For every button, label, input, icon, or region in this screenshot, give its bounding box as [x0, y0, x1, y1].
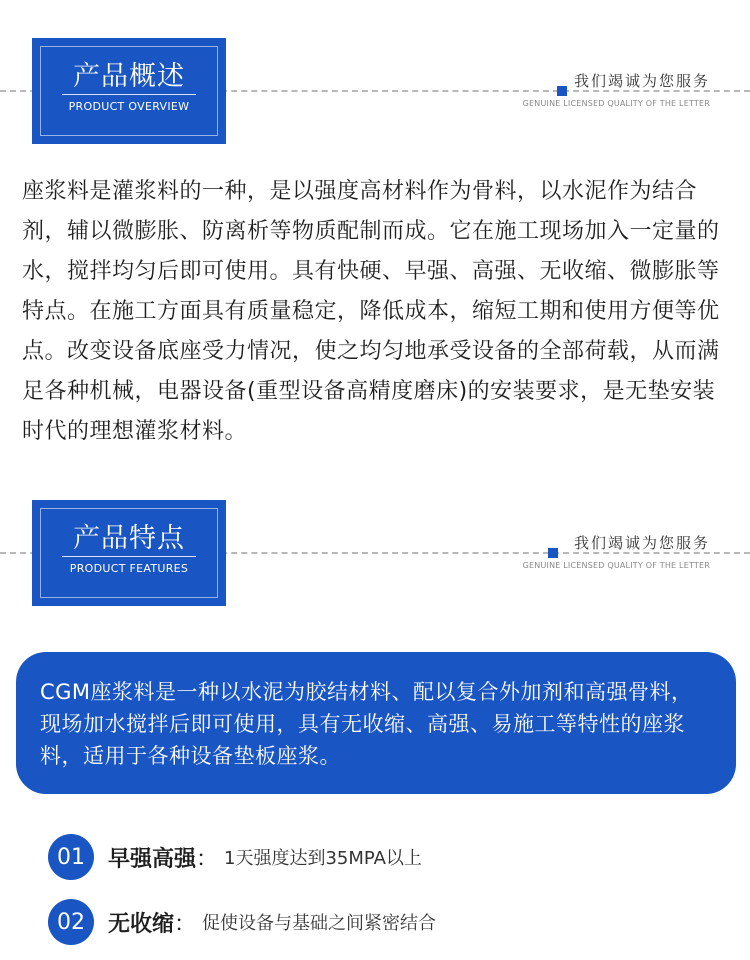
- feature-point-title: 无收缩: [108, 911, 175, 937]
- service-slogan: 我们竭诚为您服务: [573, 534, 710, 552]
- overview-title: 产品概述: [73, 61, 185, 92]
- overview-title-box: [32, 38, 226, 144]
- service-slogan: 我们竭诚为您服务: [573, 72, 710, 90]
- feature-point-desc: 1天强度达到35MPA以上: [224, 848, 422, 869]
- service-slogan-en: GENUINE LICENSED QUALITY OF THE LETTER: [522, 99, 710, 108]
- feature-point-1: [48, 834, 422, 880]
- feature-point-2: [48, 899, 436, 945]
- overview-subtitle: PRODUCT OVERVIEW: [68, 100, 190, 113]
- number-badge: 02: [48, 899, 94, 945]
- overview-paragraph: 座浆料是灌浆料的一种，是以强度高材料作为骨料，以水泥作为结合剂，辅以微膨胀、防离析等物质配制而成。它在施工现场加入一定量的水，搅拌均匀后即可使用。具有快硬、早强、高强、无收缩、微膨胀等特点。在施工方面具有质量稳定，降低成本，缩短工期和使用方便等优点。改变设备底座受力情况，使之均匀地承受设备的全部荷载，从而满足各种机械，电器设备(重型设备高精度磨床)的安装要求，是无垫安装时代的理想灌浆材料。: [22, 179, 720, 444]
- features-summary: CGM座浆料是一种以水泥为胶结材料、配以复合外加剂和高强骨料，现场加水搅拌后即可使用，具有无收缩、高强、易施工等特性的座浆料，适用于各种设备垫板座浆。: [40, 680, 693, 768]
- feature-point-colon: ：: [174, 911, 197, 937]
- title-underline: [62, 556, 196, 557]
- features-subtitle: PRODUCT FEATURES: [69, 562, 189, 575]
- feature-point-title: 早强高强: [108, 846, 197, 872]
- overview-header: [0, 38, 750, 168]
- features-service: [523, 532, 710, 570]
- features-title: 产品特点: [73, 523, 185, 554]
- service-slogan-en: GENUINE LICENSED QUALITY OF THE LETTER: [522, 561, 710, 570]
- feature-point-desc: 促使设备与基础之间紧密结合: [202, 913, 437, 934]
- overview-service: [523, 70, 710, 108]
- features-title-box: [32, 500, 226, 606]
- features-header: [0, 500, 750, 630]
- number-badge: 01: [48, 834, 94, 880]
- feature-point-colon: ：: [196, 846, 219, 872]
- features-summary-box: [16, 652, 736, 794]
- title-underline: [62, 94, 196, 95]
